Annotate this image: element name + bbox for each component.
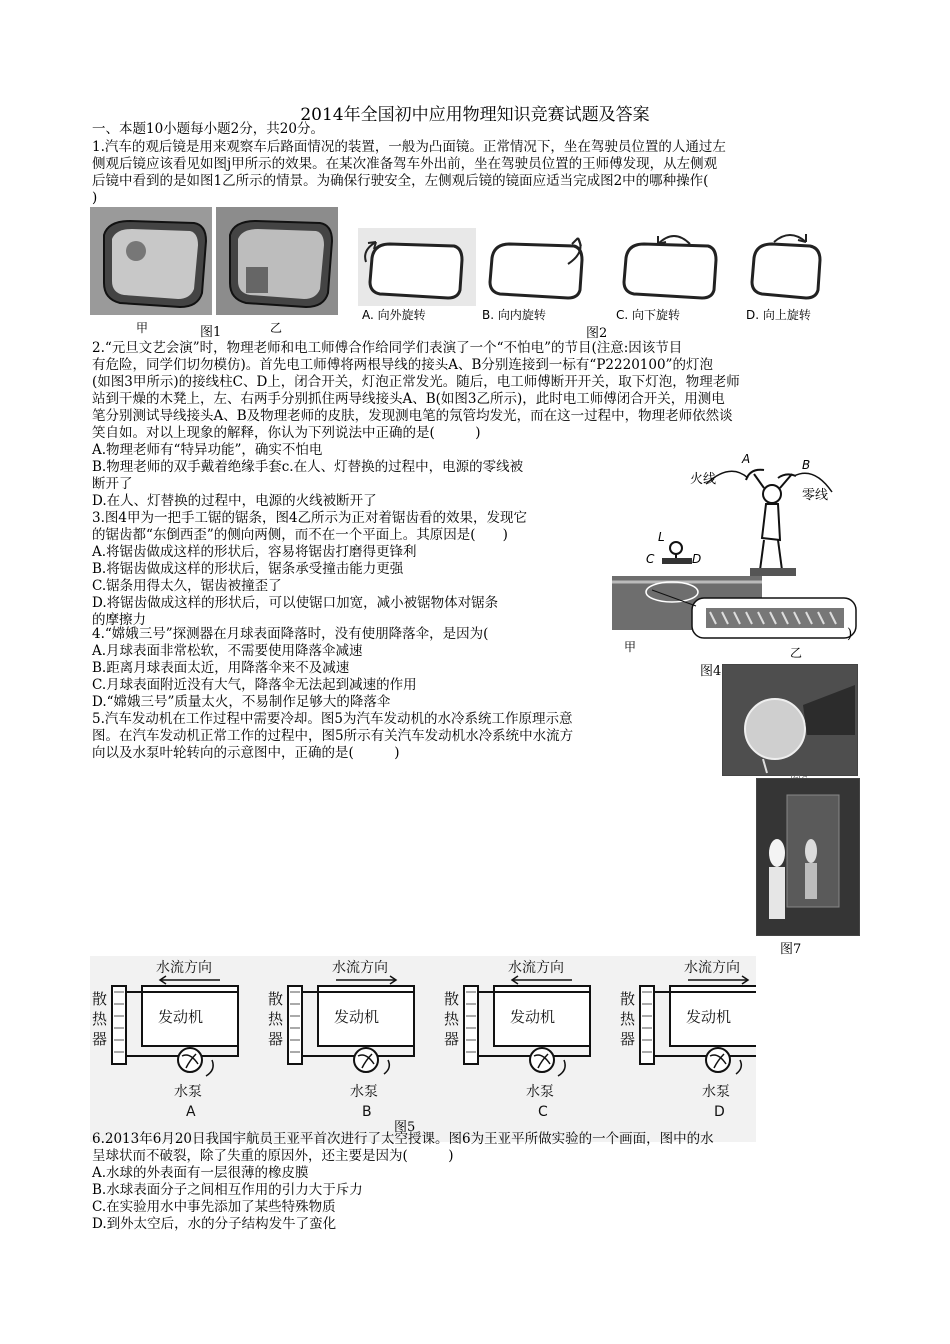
q1-line-1: 1.汽车的观后镜是用来观察车后路面情况的装置，一般为凸面镜。正常情况下，坐在驾驶员位置的人通过左	[92, 139, 726, 155]
pump-label: 水泵	[526, 1084, 554, 1100]
cooling-system-diagrams	[90, 956, 756, 1142]
fig4-label-b: 乙	[790, 646, 803, 660]
q3-option-d-line-1: D.将锯齿做成这样的形状后，可以使锯口加宽，减小被锯物体对锯条	[92, 595, 499, 611]
fig3-label-a: A	[742, 452, 751, 466]
q3-option-c: C.锯条用得太久，锯齿被撞歪了	[92, 578, 282, 594]
pump-label: 水泵	[350, 1084, 378, 1100]
radiator-label: 热	[444, 1010, 460, 1028]
lamp-socket	[644, 530, 704, 574]
q2-option-b-line-1: B.物理老师的双手戴着绝缘手套c.在人、灯替换的过程中，电源的零线被	[92, 459, 524, 475]
q3-line-2: 的锯齿都“东倒西歪”的侧向两侧，而不在一个平面上。其原因是( )	[92, 527, 508, 543]
candles-image	[757, 779, 859, 935]
figure-1	[90, 207, 340, 340]
fig3-neutral-wire: 零线	[802, 488, 829, 503]
q2-option-a: A.物理老师有“特异功能”，确实不怕电	[92, 442, 323, 458]
fig3-label-l: L	[658, 530, 665, 544]
fig2-option-a: A. 向外旋转	[362, 308, 426, 322]
option-label: C	[538, 1104, 548, 1120]
q6-line-2: 呈球状而不破裂，除了失重的原因外，还主要是因为( )	[92, 1148, 454, 1164]
radiator-label: 热	[268, 1010, 284, 1028]
q2-line-2: 有危险，同学们切勿模仿)。首先电工师傅将两根导线的接头A、B分别连接到一标有“P2220100”的灯泡	[92, 357, 713, 373]
figure-2	[358, 228, 830, 341]
fig3-live-wire: 火线	[690, 472, 717, 487]
q2-line-4: 站到干燥的木凳上，左、右两手分别抓住两导线接头A、B(如图3乙所示)，此时电工师傅闭合开关，用测电	[92, 391, 725, 407]
pump-label: 水泵	[174, 1084, 202, 1100]
q6-option-c: C.在实验用水中事先添加了某些特殊物质	[92, 1199, 336, 1215]
q6-option-a: A.水球的外表面有一层很薄的橡皮膜	[92, 1165, 309, 1181]
option-label: D	[714, 1104, 725, 1120]
q2-line-1: 2.“元旦文艺会演”时，物理老师和电工师傅合作给同学们表演了一个“不怕电”的节目(注意:因该节目	[92, 340, 683, 356]
figure-5	[90, 956, 756, 1142]
q4-option-c: C.月球表面附近没有大气，降落伞无法起到减速的作用	[92, 677, 417, 693]
section-heading: 一、本题10小题每小题2分，共20分。	[92, 121, 324, 137]
fig7-caption: 图7	[780, 942, 802, 957]
mirror-photos	[90, 207, 340, 337]
fig1-caption: 图1	[200, 325, 222, 340]
flow-direction-label: 水流方向	[684, 960, 740, 976]
q3-option-d-line-2: 的摩擦力	[92, 612, 146, 628]
q2-line-3: (如图3甲所示)的接线柱C、D上，闭合开关，灯泡正常发光。随后，电工师傅断开开关，取下灯泡，物理老师	[92, 374, 740, 390]
radiator-label: 散	[444, 990, 460, 1008]
figure-4	[612, 576, 858, 679]
flow-direction-label: 水流方向	[508, 960, 564, 976]
fig5-caption: 图5	[394, 1120, 416, 1135]
radiator-label: 器	[444, 1030, 460, 1048]
radiator-label: 散	[92, 990, 108, 1008]
fig2-option-d: D. 向上旋转	[746, 308, 811, 322]
engine-label: 发动机	[334, 1008, 380, 1026]
radiator-label: 器	[620, 1030, 636, 1048]
figure-6-photo	[722, 664, 858, 776]
fig2-option-c: C. 向下旋转	[616, 308, 681, 322]
engine-label: 发动机	[510, 1008, 556, 1026]
q2-line-6: 笑自如。对以上现象的解释，你认为下列说法中正确的是( )	[92, 425, 481, 441]
q4-option-a: A.月球表面非常松软，不需要使用降落伞减速	[92, 643, 363, 659]
fig4-label-a: 甲	[624, 640, 637, 654]
q5-line-1: 5.汽车发动机在工作过程中需要冷却。图5为汽车发动机的水冷系统工作原理示意	[92, 711, 573, 727]
q5-line-3: 向以及水泵叶轮转向的示意图中，正确的是( )	[92, 745, 400, 761]
fig1-label-a: 甲	[136, 321, 149, 335]
fig3-label-b: B	[802, 458, 811, 472]
radiator-label: 热	[92, 1010, 108, 1028]
q4-line-1: 4.“嫦娥三号”探测器在月球表面降落时，没有使朋降落伞，是因为(	[92, 626, 489, 642]
q1-line-4: )	[92, 190, 98, 206]
radiator-label: 散	[620, 990, 636, 1008]
mirror-rotation-diagrams	[358, 228, 830, 308]
option-label: A	[186, 1104, 196, 1120]
engine-label: 发动机	[158, 1008, 204, 1026]
q2-line-5: 笔分别测试导线接头A、B及物理老师的皮肤，发现测电笔的氖管均发光，而在这一过程中，物理老师依然谈	[92, 408, 733, 424]
q4-option-d: D.“嫦娥三号”质量太火，不易制作足够大的降落伞	[92, 694, 391, 710]
q6-option-b: B.水球表面分子之间相互作用的引力大于斥力	[92, 1182, 363, 1198]
fig3-label-d: D	[692, 552, 702, 566]
q4-option-b: B.距离月球表面太近，用降落伞来不及减速	[92, 660, 350, 676]
option-label: B	[362, 1104, 372, 1120]
q4-paren: )	[847, 626, 853, 642]
flow-direction-label: 水流方向	[156, 960, 212, 976]
pump-label: 水泵	[702, 1084, 730, 1100]
figure-7-photo	[756, 778, 860, 936]
fig4-caption: 图4	[700, 664, 722, 679]
q6-option-d: D.到外太空后，水的分子结构发牛了蛮化	[92, 1216, 337, 1232]
q6-line-1: 6.2013年6月20日我国宇航员王亚平首次进行了太空授课。图6为王亚平所做实验的一个画面，图中的水	[92, 1131, 714, 1147]
engine-label: 发动机	[686, 1008, 732, 1026]
radiator-label: 热	[620, 1010, 636, 1028]
q5-line-2: 图。在汽车发动机正常工作的过程中，图5所示有关汽车发动机水冷系统中水流方	[92, 728, 574, 744]
radiator-label: 散	[268, 990, 284, 1008]
water-ball-image	[723, 665, 857, 775]
q1-line-3: 后镜中看到的是如图1乙所示的情景。为确保行驶安全，左侧观后镜的镜面应适当完成图2中的哪种操作(	[92, 173, 709, 189]
flow-direction-label: 水流方向	[332, 960, 388, 976]
q3-option-b: B.将锯齿做成这样的形状后，锯条承受撞击能力更强	[92, 561, 404, 577]
fig3-label-c: C	[646, 552, 655, 566]
q3-option-a: A.将锯齿做成这样的形状后，容易将锯齿打磨得更锋利	[92, 544, 417, 560]
fig1-label-b: 乙	[270, 321, 283, 335]
page-title: 2014年全国初中应用物理知识竞赛试题及答案	[300, 105, 650, 125]
saw-blade-photos	[612, 576, 858, 676]
fig2-option-b: B. 向内旋转	[482, 308, 546, 322]
fig2-caption: 图2	[586, 326, 608, 341]
q2-option-d: D.在人、灯替换的过程中，电源的火线被断开了	[92, 493, 377, 509]
radiator-label: 器	[92, 1030, 108, 1048]
q1-line-2: 侧观后镜应该看见如图j甲所示的效果。在某次准备驾车外出前，坐在驾驶员位置的王师傅发现，从左侧观	[92, 156, 718, 172]
q2-option-b-line-2: 断开了	[92, 476, 133, 492]
radiator-label: 器	[268, 1030, 284, 1048]
q3-line-1: 3.图4甲为一把手工锯的锯条，图4乙所示为正对着锯齿看的效果，发现它	[92, 510, 528, 526]
